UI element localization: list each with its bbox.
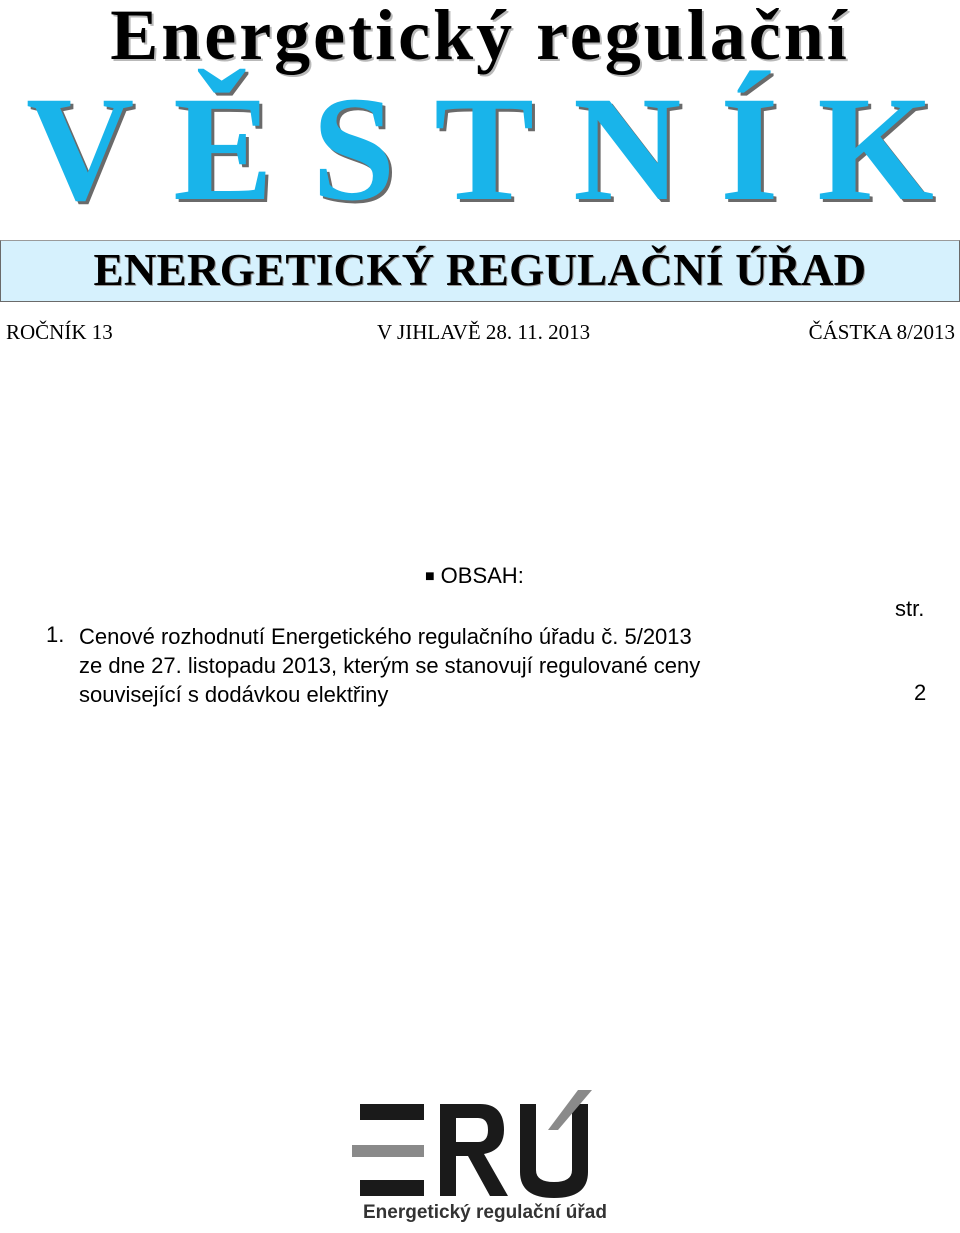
toc-item-line: ze dne 27. listopadu 2013, kterým se stanovují regulované ceny <box>79 653 701 678</box>
masthead-title-top: Energetický regulační <box>110 0 850 75</box>
toc-item-line: související s dodávkou elektřiny <box>79 682 389 707</box>
page-column-label: str. <box>895 596 925 621</box>
logo-r <box>440 1104 508 1196</box>
masthead-vestnik <box>0 66 960 232</box>
vestnik-letter: S <box>311 66 396 232</box>
logo-caption: Energetický regulační úřad <box>363 1202 607 1223</box>
toc-item-line: Cenové rozhodnutí Energetického regulačního úřadu č. 5/2013 <box>79 624 692 649</box>
contents-heading-text: OBSAH: <box>440 563 524 588</box>
toc-item-number: 1. <box>46 622 65 647</box>
year-label: ROČNÍK 13 <box>6 320 113 344</box>
vestnik-letter: N <box>573 66 682 232</box>
logo-u <box>520 1104 588 1198</box>
square-bullet-icon: ■ <box>425 568 435 585</box>
vestnik-letter: V <box>26 66 135 232</box>
toc-item-page: 2 <box>914 680 927 705</box>
vestnik-letter: Í <box>720 66 779 232</box>
org-name: ENERGETICKÝ REGULAČNÍ ÚŘAD <box>93 245 867 295</box>
contents-heading <box>425 563 524 589</box>
vestnik-letter: K <box>817 66 934 232</box>
vestnik-letter: Ě <box>173 66 274 232</box>
logo-e-top <box>360 1104 424 1120</box>
vestnik-letter: T <box>434 66 535 232</box>
issue-label: ČÁSTKA 8/2013 <box>808 320 955 344</box>
logo-e-mid <box>352 1145 424 1157</box>
place-date-label: V JIHLAVĚ 28. 11. 2013 <box>377 320 591 344</box>
toc-item-text[interactable] <box>79 622 839 709</box>
logo-e-bottom <box>360 1180 424 1196</box>
